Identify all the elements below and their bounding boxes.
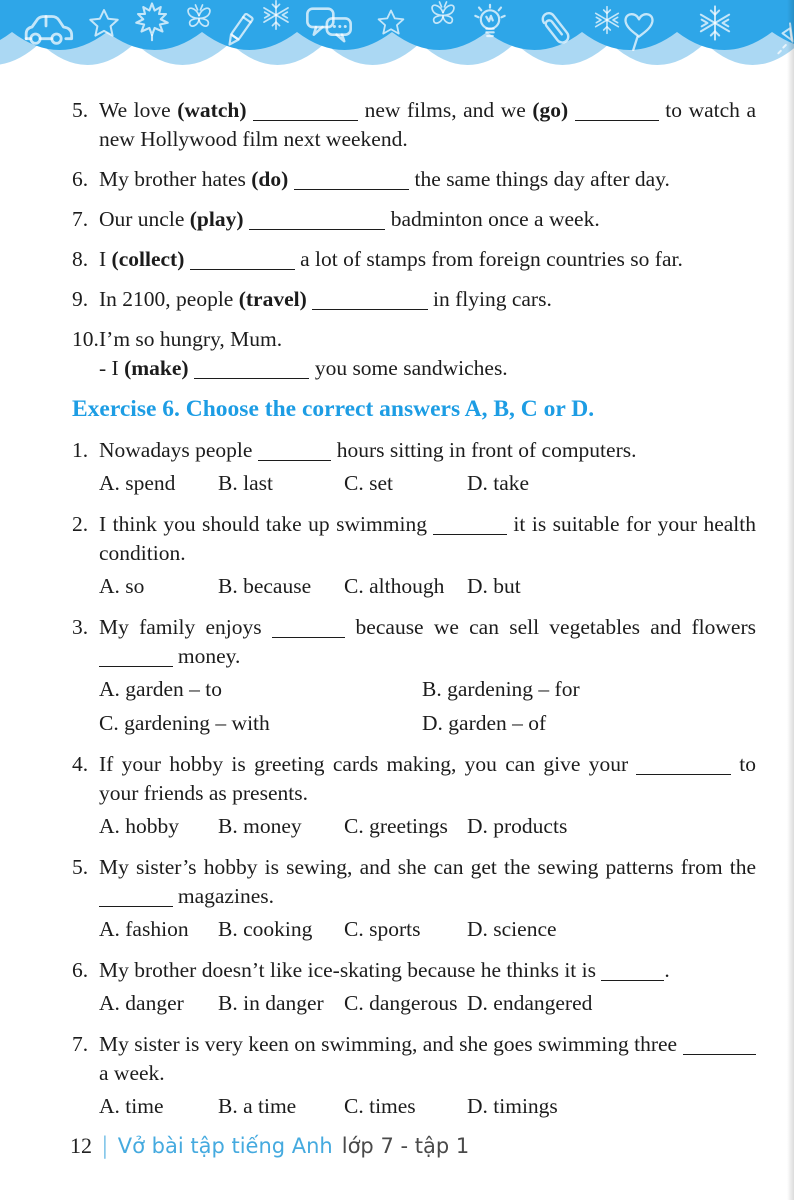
answer-blank xyxy=(99,662,173,667)
exercise6-question xyxy=(72,853,756,945)
item-text xyxy=(99,750,756,842)
item-text xyxy=(99,285,756,314)
item-text xyxy=(99,325,756,383)
answer-blank xyxy=(575,116,659,121)
item-text xyxy=(99,245,756,274)
item-number: 5. xyxy=(72,855,89,879)
page-footer xyxy=(70,1133,469,1159)
answer-blank xyxy=(272,633,346,638)
answer-options xyxy=(99,674,756,739)
sentence: I’m so hungry, Mum. xyxy=(99,327,283,351)
answer-blank xyxy=(636,770,731,775)
exercise5-item xyxy=(72,165,756,194)
answer-option: A. danger xyxy=(99,991,184,1015)
exercise5-item xyxy=(72,96,756,154)
question-text: My brother doesn’t like ice-skating because he thinks it is . xyxy=(99,958,670,982)
question-text: Nowadays people hours sitting in front of computers. xyxy=(99,438,637,462)
item-text xyxy=(99,96,756,154)
answer-option: C. set xyxy=(344,471,393,495)
footer-separator: | xyxy=(101,1133,109,1159)
book-subtitle: lớp 7 - tập 1 xyxy=(341,1134,470,1158)
item-number: 9. xyxy=(72,287,89,311)
answer-option: C. sports xyxy=(344,917,421,941)
exercise6-title: Exercise 6. Choose the correct answers A, B, C or D. xyxy=(72,396,595,422)
answer-blank xyxy=(294,185,410,190)
item-number: 7. xyxy=(72,207,89,231)
answer-option: C. although xyxy=(344,574,445,598)
answer-option: A. spend xyxy=(99,471,176,495)
page-number: 12 xyxy=(70,1133,92,1158)
answer-option: D. products xyxy=(467,814,568,838)
answer-blank xyxy=(312,305,428,310)
answer-option: C. gardening – with xyxy=(99,711,270,735)
question-text: I think you should take up swimming it is suitable for your health condition. xyxy=(99,512,757,565)
answer-options xyxy=(99,988,756,1019)
exercise5-list xyxy=(72,96,756,383)
exercise6-question xyxy=(72,436,756,499)
exercise5-item xyxy=(72,325,756,383)
page-edge-shadow xyxy=(787,0,794,1200)
sentence: My brother hates (do) the same things day after day. xyxy=(99,167,670,191)
answer-blank xyxy=(190,265,295,270)
answer-option: D. take xyxy=(467,471,530,495)
answer-blank xyxy=(601,976,664,981)
answer-option: B. money xyxy=(218,814,302,838)
answer-option: B. last xyxy=(218,471,273,495)
answer-option: B. a time xyxy=(218,1094,297,1118)
answer-blank xyxy=(249,225,386,230)
exercise6-question xyxy=(72,1030,756,1122)
answer-option: D. science xyxy=(467,917,557,941)
sentence: I (collect) a lot of stamps from foreign countries so far. xyxy=(99,247,683,271)
answer-option: C. dangerous xyxy=(344,991,458,1015)
answer-option: A. time xyxy=(99,1094,164,1118)
exercise5-item xyxy=(72,245,756,274)
answer-blank xyxy=(194,374,310,379)
exercise6-question xyxy=(72,510,756,602)
answer-options xyxy=(99,571,756,602)
answer-option: C. greetings xyxy=(344,814,448,838)
item-number: 8. xyxy=(72,247,89,271)
question-text: My sister is very keen on swimming, and she goes swimming three a week. xyxy=(99,1030,756,1088)
item-number: 6. xyxy=(72,958,89,982)
item-number: 1. xyxy=(72,438,89,462)
item-number: 10. xyxy=(72,327,99,351)
answer-option: C. times xyxy=(344,1094,416,1118)
exercise5-item xyxy=(72,205,756,234)
answer-options xyxy=(99,468,756,499)
item-text xyxy=(99,613,756,739)
answer-blank xyxy=(253,116,358,121)
item-text xyxy=(99,436,756,499)
question-text: If your hobby is greeting cards making, you can give your to your friends as presents. xyxy=(99,752,756,805)
exercise6-question xyxy=(72,956,756,1019)
question-text: My sister’s hobby is sewing, and she can get the sewing patterns from the magazines. xyxy=(99,855,756,908)
answer-option: A. hobby xyxy=(99,814,180,838)
answer-blank xyxy=(99,902,173,907)
answer-option: D. garden – of xyxy=(422,711,547,735)
answer-option: A. so xyxy=(99,574,145,598)
item-number: 6. xyxy=(72,167,89,191)
exercise6-question xyxy=(72,750,756,842)
item-text xyxy=(99,853,756,945)
sentence: In 2100, people (travel) in flying cars. xyxy=(99,287,552,311)
answer-options xyxy=(99,811,756,842)
answer-option: B. because xyxy=(218,574,312,598)
sentence: We love (watch) new films, and we (go) to watch a new Hollywood film next weekend. xyxy=(99,98,757,151)
item-text xyxy=(99,510,756,602)
book-title: Vở bài tập tiếng Anh xyxy=(117,1134,333,1158)
exercise5-item xyxy=(72,285,756,314)
answer-blank xyxy=(433,530,507,535)
sentence: - I (make) you some sandwiches. xyxy=(99,356,508,380)
item-number: 3. xyxy=(72,615,89,639)
answer-option: B. gardening – for xyxy=(422,677,580,701)
item-text xyxy=(99,1030,756,1122)
answer-option: A. fashion xyxy=(99,917,189,941)
item-text xyxy=(99,165,756,194)
exercise6-question xyxy=(72,613,756,739)
answer-options xyxy=(99,1091,756,1122)
answer-options xyxy=(99,914,756,945)
answer-blank xyxy=(683,1050,757,1055)
answer-option: B. cooking xyxy=(218,917,313,941)
question-text: My family enjoys because we can sell vegetables and flowers money. xyxy=(99,615,757,668)
item-text xyxy=(99,205,756,234)
answer-option: B. in danger xyxy=(218,991,324,1015)
item-number: 5. xyxy=(72,98,89,122)
answer-blank xyxy=(258,456,332,461)
answer-option: A. garden – to xyxy=(99,677,222,701)
item-number: 7. xyxy=(72,1032,89,1056)
item-number: 2. xyxy=(72,512,89,536)
answer-option: D. but xyxy=(467,574,521,598)
answer-option: D. endangered xyxy=(467,991,593,1015)
item-number: 4. xyxy=(72,752,89,776)
sentence: Our uncle (play) badminton once a week. xyxy=(99,207,600,231)
item-text xyxy=(99,956,756,1019)
exercise6-list xyxy=(72,436,756,1122)
answer-option: D. timings xyxy=(467,1094,558,1118)
